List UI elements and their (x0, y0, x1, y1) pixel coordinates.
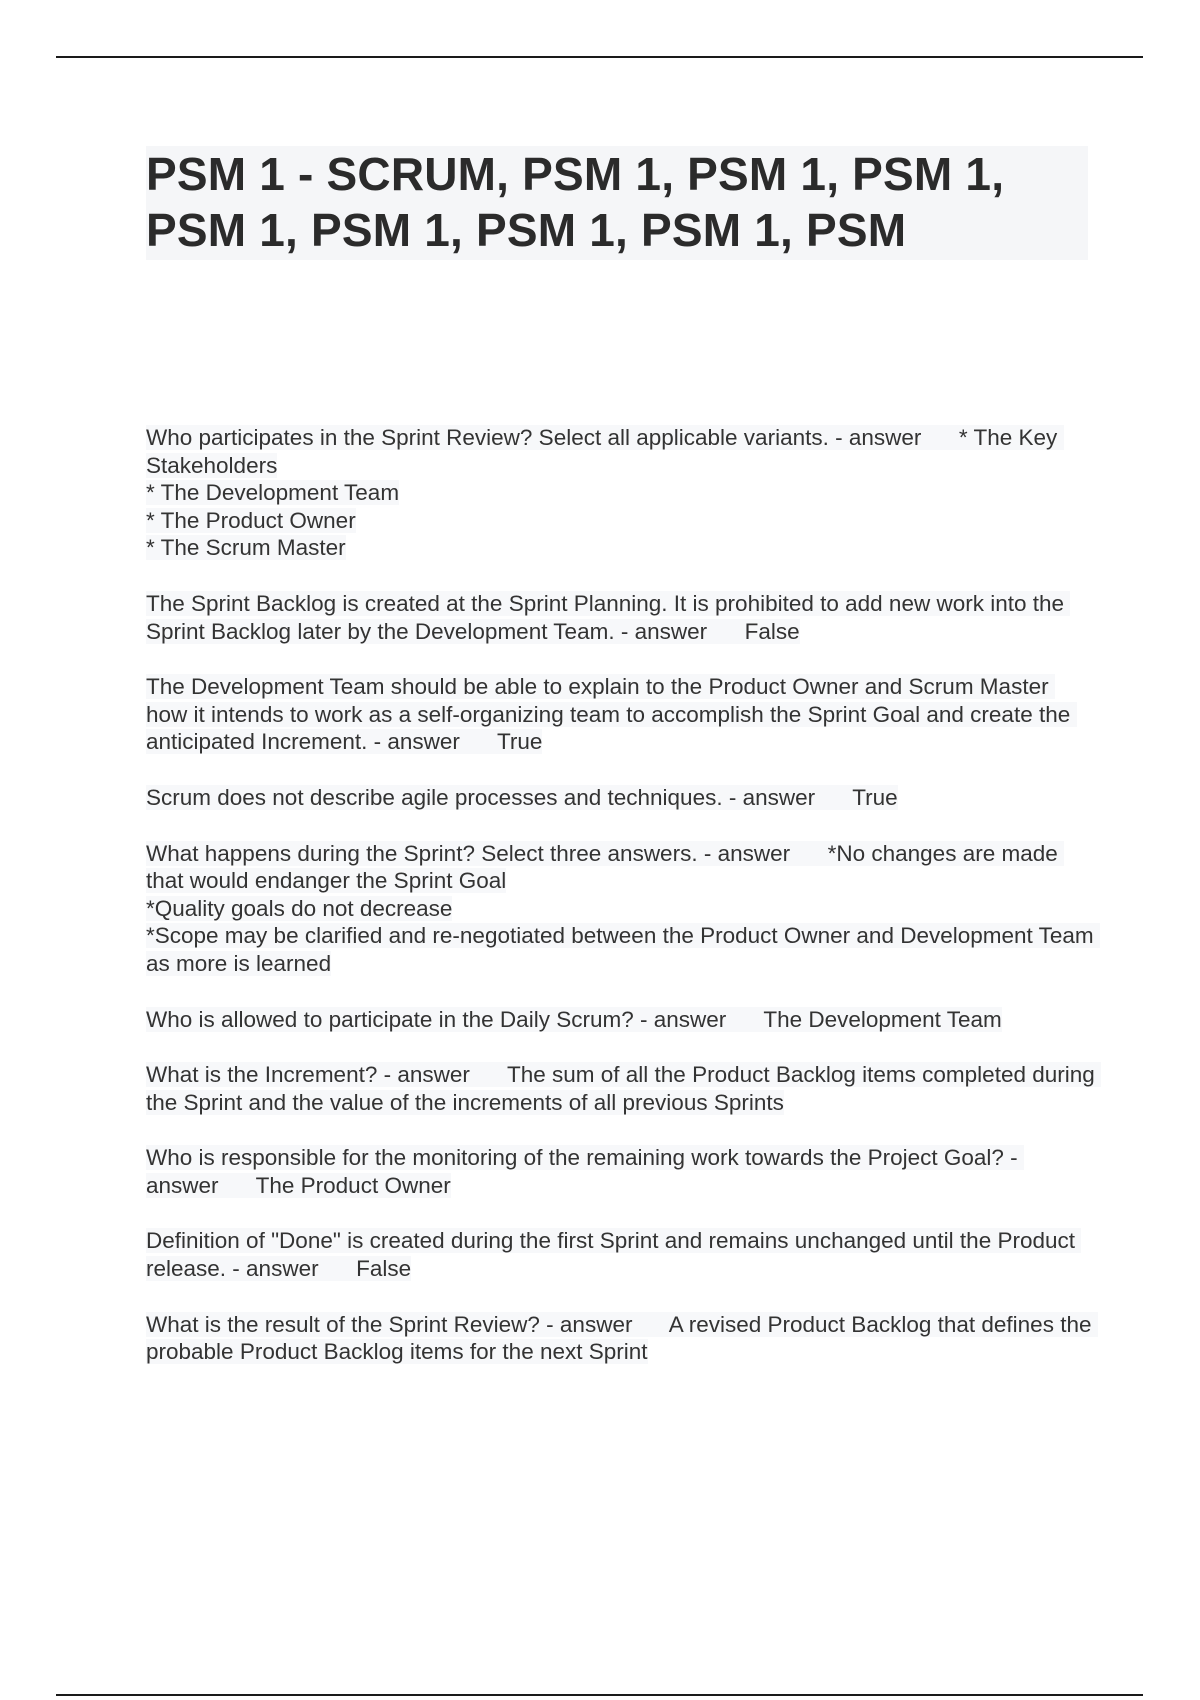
qa-text: The Sprint Backlog is created at the Sprint Planning. It is prohibited to add new work into the Sprint Backlog later by the Development Team. - answer False (146, 590, 1071, 644)
top-rule (56, 56, 1143, 58)
qa-text: The Development Team should be able to explain to the Product Owner and Scrum Master how it intends to work as a self-organizing team to accomplish the Sprint Goal and create the anticipated Increment. - answer True (146, 674, 1077, 755)
qa-list (146, 424, 1102, 1394)
qa-item (146, 424, 1096, 562)
qa-item (146, 1061, 1102, 1116)
qa-text: What happens during the Sprint? Select three answers. - answer *No changes are made that would endanger the Sprint Goal *Quality goals do not decrease *Scope may be clarified and re-negotiated between the Product Owner and Development Team as more is learned (146, 841, 1100, 976)
qa-item (146, 590, 1096, 645)
qa-item (146, 1311, 1096, 1366)
qa-item (146, 673, 1096, 756)
bottom-rule (56, 1694, 1143, 1696)
qa-text: Definition of "Done" is created during the first Sprint and remains unchanged until the Product release. - answer False (146, 1228, 1082, 1282)
qa-text: Scrum does not describe agile processes and techniques. - answer True (146, 784, 898, 810)
qa-text: What is the result of the Sprint Review? - answer A revised Product Backlog that defines the probable Product Backlog items for the next Sprint (146, 1311, 1098, 1365)
page-title: PSM 1 - SCRUM, PSM 1, PSM 1, PSM 1, PSM 1, PSM 1, PSM 1, PSM 1, PSM (146, 148, 1005, 256)
title-block (146, 146, 1088, 260)
qa-item (146, 784, 1096, 812)
qa-item (146, 1227, 1096, 1282)
qa-text: What is the Increment? - answer The sum of all the Product Backlog items completed during the Sprint and the value of the increments of all previous Sprints (146, 1062, 1102, 1115)
qa-item (146, 840, 1096, 978)
qa-item (146, 1006, 1096, 1034)
qa-text: Who is allowed to participate in the Daily Scrum? - answer The Development Team (146, 1006, 1002, 1032)
qa-text: Who participates in the Sprint Review? Select all applicable variants. - answer * The Key Stakeholders * The Development Team * The Product Owner * The Scrum Master (146, 425, 1064, 560)
qa-text: Who is responsible for the monitoring of the remaining work towards the Project Goal? - answer The Product Owner (146, 1145, 1024, 1198)
qa-item (146, 1144, 1096, 1199)
